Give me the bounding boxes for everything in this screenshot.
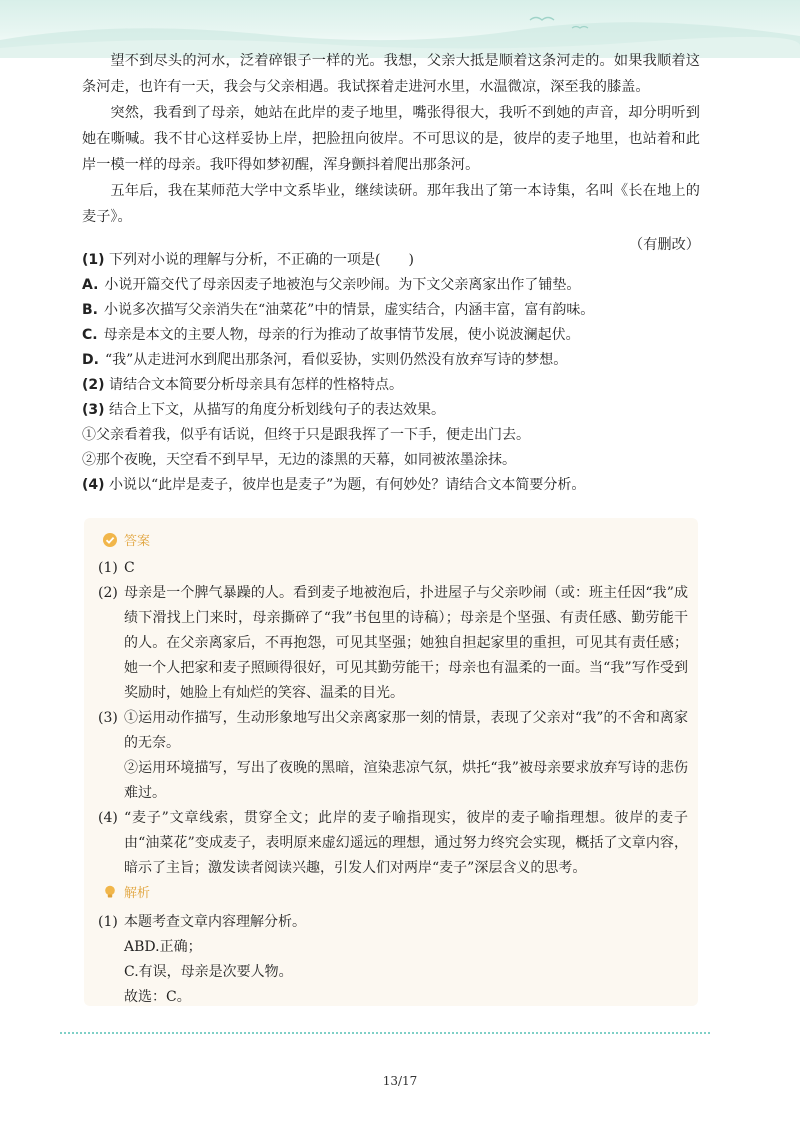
question-1	[82, 248, 700, 273]
option-c: C. 母亲是本文的主要人物，母亲的行为推动了故事情节发展，使小说波澜起伏。	[82, 327, 580, 343]
question-number: (4)	[82, 477, 105, 493]
answer-item: (2) 母亲是一个脾气暴躁的人。看到麦子地被泡后，扑进屋子与父亲吵闹（或：班主任因“我”成绩下滑找上门来时，母亲撕碎了“我”书包里的诗稿）；母亲是个坚强、有责任感、勤劳能干的人。在父亲离家后，不再抱怨，可见其坚强；她独自担起家里的重担，可见其有责任感；她一个人把家和麦子照顾得很好，可见其勤劳能干；母亲也有温柔的一面。当“我”写作受到奖励时，她脸上有灿烂的笑容、温柔的目光。	[98, 585, 688, 701]
answer-item: (4) “麦子”文章线索，贯穿全文；此岸的麦子喻指现实，彼岸的麦子喻指理想。彼岸的麦子由“油菜花”变成麦子，表明原来虚幻遥远的理想，通过努力终究会实现，概括了文章内容，暗示了主旨；激发读者阅读兴趣，引发人们对两岸“麦子”深层含义的思考。	[98, 810, 688, 876]
question-number: (1)	[82, 252, 105, 268]
analysis-label: 解析	[102, 882, 150, 901]
answer-item: (3) ①运用动作描写，生动形象地写出父亲离家那一刻的情景，表现了父亲对“我”的不舍和离家的无奈。 ②运用环境描写，写出了夜晚的黑暗，渲染悲凉气氛，烘托“我”被母亲要求放弃写诗的悲伤难过。	[98, 710, 688, 801]
check-badge-icon	[102, 532, 118, 548]
question-number: (3)	[82, 402, 105, 418]
page-number: 13/17	[382, 1074, 418, 1088]
answer-panel	[84, 518, 698, 1006]
answer-item: (1) C	[98, 560, 135, 576]
underlined-sentence: ①父亲看着我，似乎有话说，但终于只是跟我挥了一下手，便走出门去。	[82, 427, 530, 443]
question-list	[82, 248, 700, 498]
option-a: A. 小说开篇交代了母亲因麦子地被泡与父亲吵闹。为下文父亲离家出作了铺垫。	[82, 277, 581, 293]
source-note: （有删改）	[629, 237, 700, 253]
analysis-line: ABD.正确；	[124, 939, 202, 955]
analysis-line: C.有误，母亲是次要人物。	[124, 964, 293, 980]
paragraph: 望不到尽头的河水，泛着碎银子一样的光。我想，父亲大抵是顺着这条河走的。如果我顺着这条河走，也许有一天，我会与父亲相遇。我试探着走进河水里，水温微凉，深至我的膝盖。	[82, 53, 700, 95]
question-text: 请结合文本简要分析母亲具有怎样的性格特点。	[109, 377, 403, 393]
question-number: (2)	[82, 377, 105, 393]
question-3	[82, 398, 700, 423]
underlined-sentence: ②那个夜晚，天空看不到早早，无边的漆黑的天幕，如同被浓墨涂抹。	[82, 452, 516, 468]
option-b: B. 小说多次描写父亲消失在“油菜花”中的情景，虚实结合，内涵丰富，富有韵味。	[82, 302, 595, 318]
question-text: 下列对小说的理解与分析，不正确的一项是( )	[109, 252, 414, 268]
paragraph: 突然，我看到了母亲，她站在此岸的麦子地里，嘴张得很大，我听不到她的声音，却分明听到她在嘶喊。我不甘心这样妥协上岸，把脸扭向彼岸。不可思议的是，彼岸的麦子地里，也站着和此岸一模一样的母亲。我吓得如梦初醒，浑身颤抖着爬出那条河。	[82, 105, 700, 173]
lightbulb-icon	[102, 884, 118, 900]
option-d: D. “我”从走进河水到爬出那条河，看似妥协，实则仍然没有放弃写诗的梦想。	[82, 352, 568, 368]
answer-label: 答案	[102, 530, 150, 549]
paragraph: 五年后，我在某师范大学中文系毕业，继续读研。那年我出了第一本诗集，名叫《长在地上的麦子》。	[82, 183, 700, 225]
dotted-divider	[60, 1032, 710, 1034]
analysis-body: (1) 本题考查文章内容理解分析。 ABD.正确； C.有误，母亲是次要人物。 故选：C。	[98, 910, 688, 1010]
question-text: 小说以“此岸是麦子，彼岸也是麦子”为题，有何妙处？请结合文本简要分析。	[109, 477, 586, 493]
story-passage	[82, 48, 700, 258]
answer-body	[98, 556, 688, 881]
question-2	[82, 373, 700, 398]
question-text: 结合上下文，从描写的角度分析划线句子的表达效果。	[109, 402, 445, 418]
question-4	[82, 473, 700, 498]
analysis-line: 故选：C。	[124, 989, 191, 1005]
